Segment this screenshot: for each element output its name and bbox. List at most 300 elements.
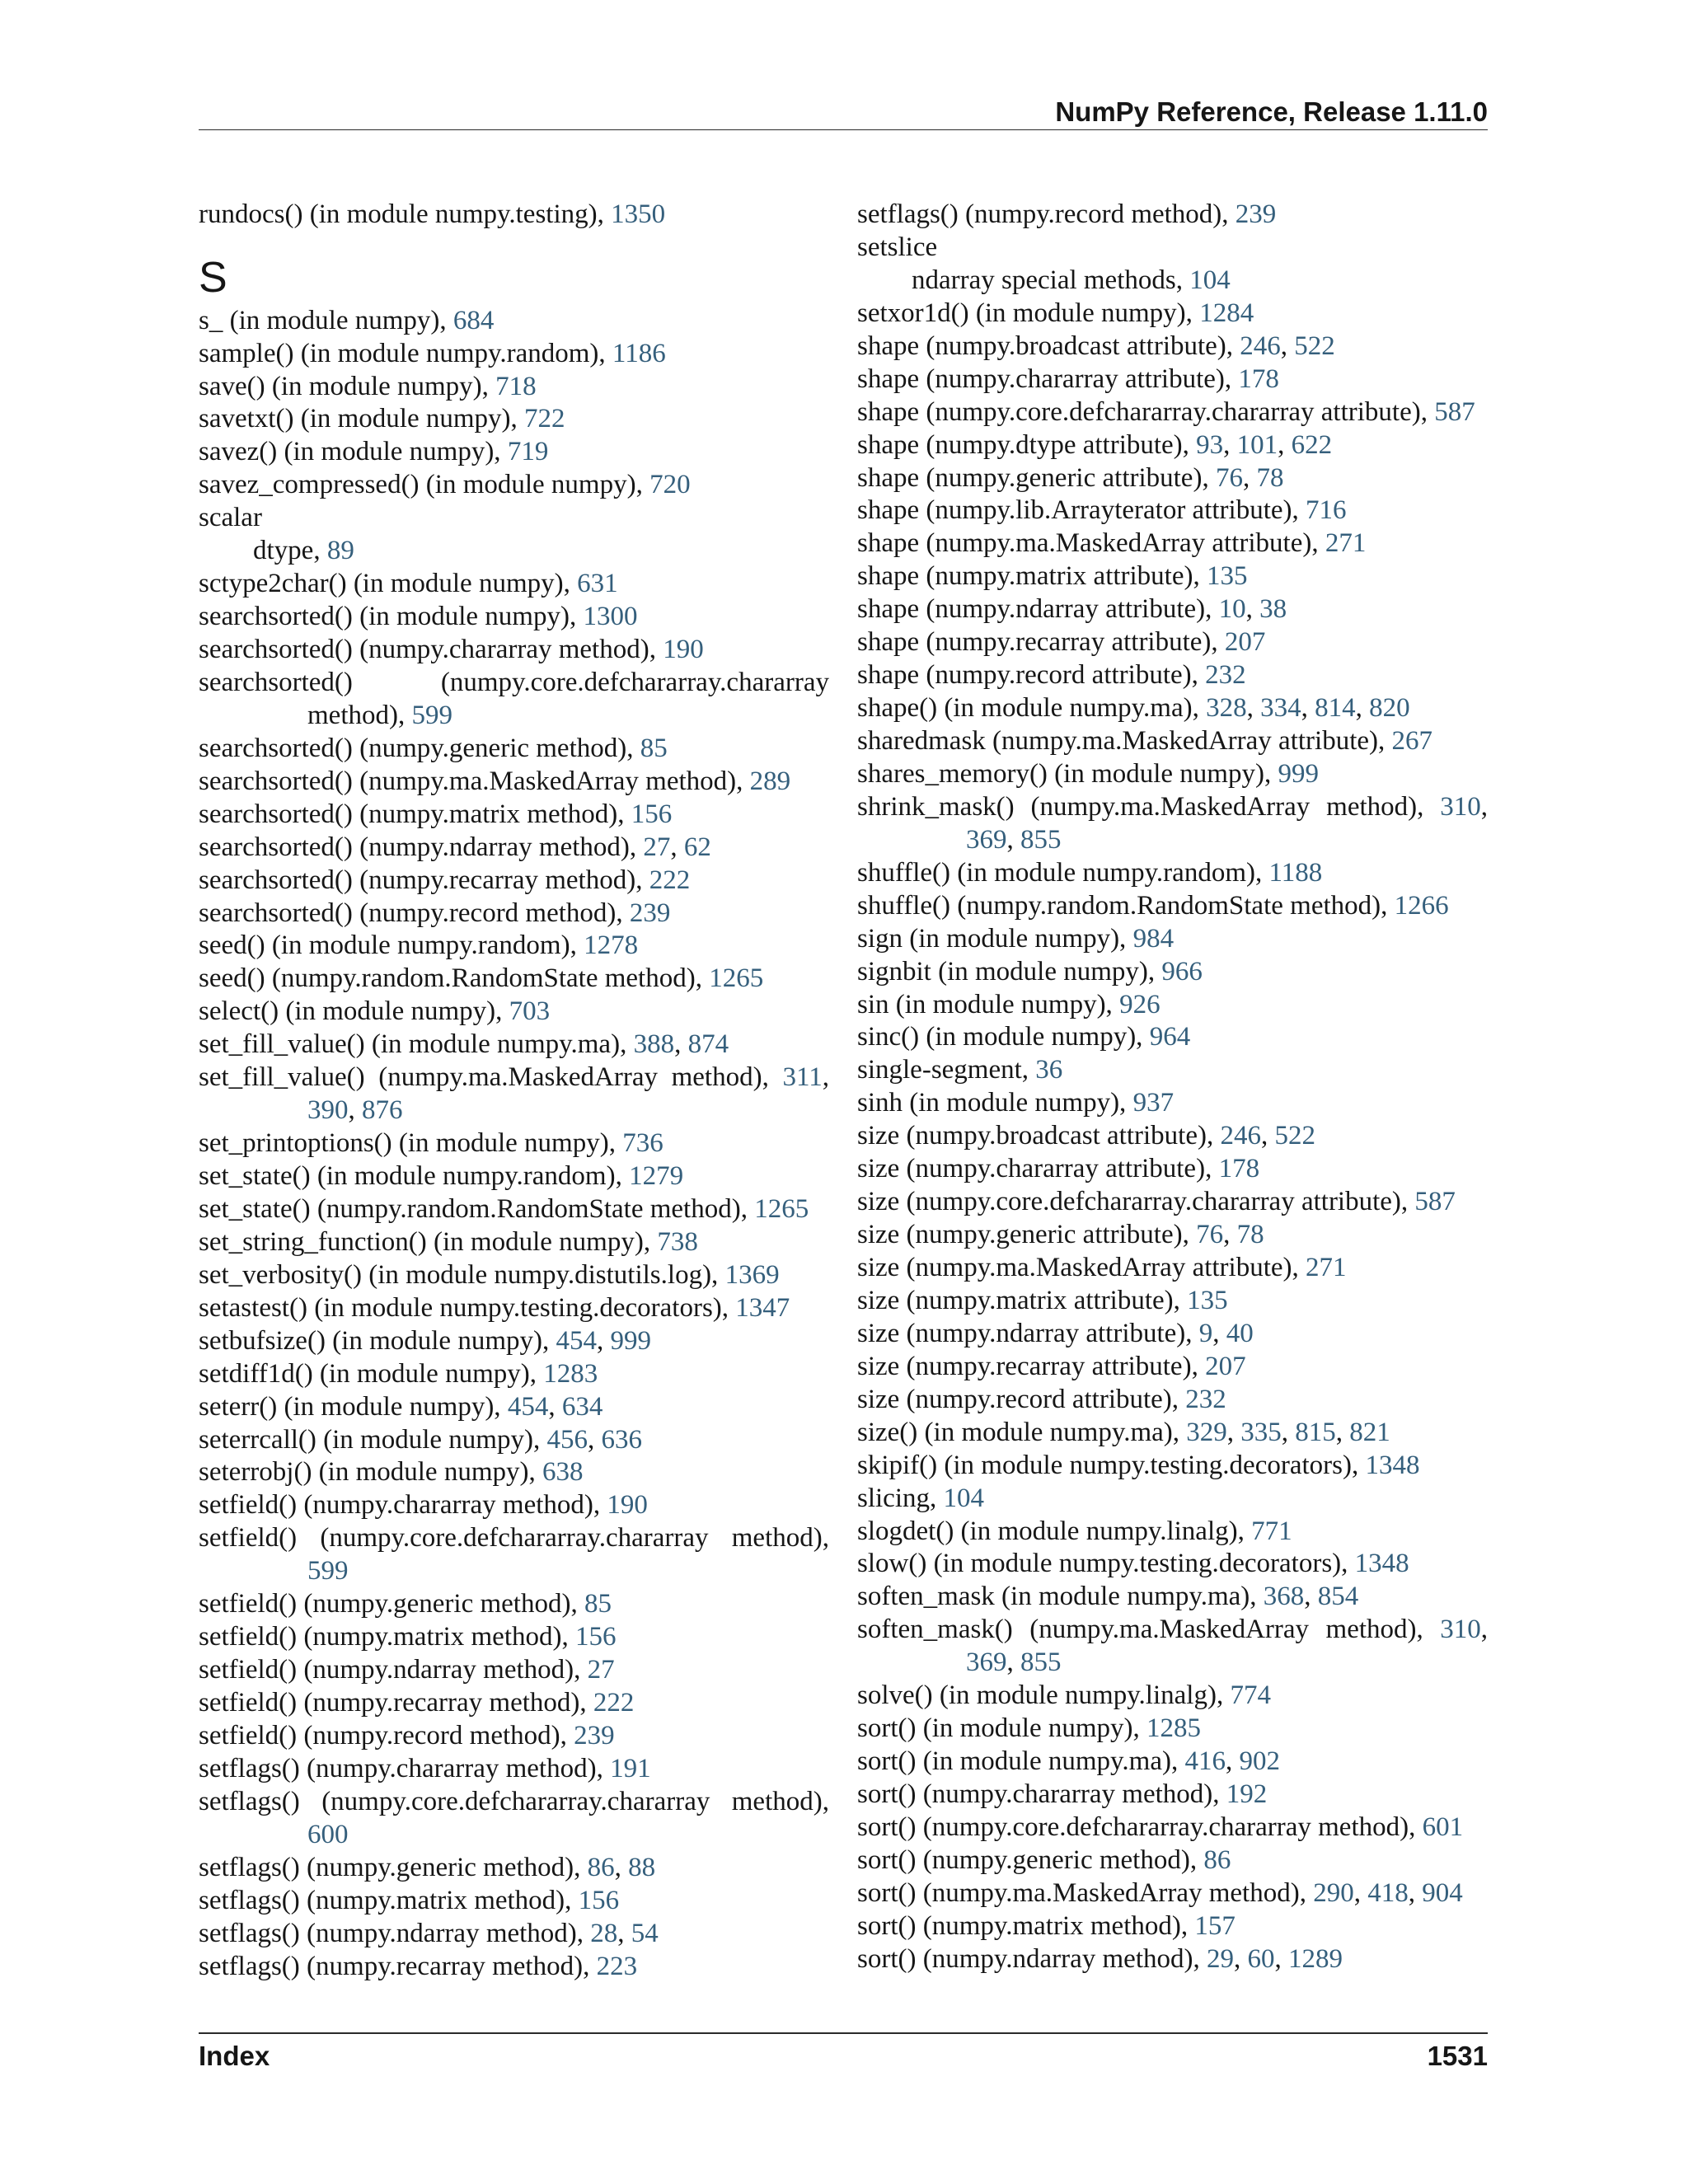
page-link[interactable]: 54 (631, 1918, 659, 1948)
index-term-text: sort() (numpy.generic method), (857, 1844, 1204, 1875)
page-link[interactable]: 1278 (584, 930, 639, 961)
page-link[interactable]: 1284 (1199, 298, 1254, 328)
index-entry (857, 363, 1488, 396)
index-entry-line (199, 667, 829, 700)
page-link[interactable]: 601 (1422, 1811, 1464, 1842)
index-entry (857, 857, 1488, 890)
page-link[interactable]: 156 (631, 799, 673, 829)
page-link[interactable]: 36 (1035, 1055, 1063, 1085)
page-link[interactable]: 1283 (543, 1358, 598, 1389)
index-term-text: searchsorted() (numpy.matrix method), (199, 799, 631, 829)
index-entry (199, 1720, 829, 1753)
page-link[interactable]: 76 (1215, 462, 1243, 493)
index-entry-line (857, 956, 1488, 989)
page-link[interactable]: 271 (1306, 1253, 1347, 1282)
index-term-text: searchsorted() (numpy.ndarray method), (199, 832, 644, 862)
page-link[interactable]: 310 (1440, 791, 1481, 822)
page-link[interactable]: 191 (610, 1753, 651, 1783)
index-entry-line (857, 1746, 1488, 1779)
index-entry-line (857, 298, 1488, 330)
index-term-text: searchsorted() (numpy.core.defchararray.chararray (199, 667, 829, 697)
index-term-text: setxor1d() (in module numpy), (857, 298, 1200, 328)
page-link[interactable]: 720 (649, 470, 691, 500)
index-entry-line (857, 1614, 1488, 1647)
page-link[interactable]: 190 (663, 635, 704, 664)
index-entry (857, 758, 1488, 791)
index-term-text: , (1480, 791, 1488, 822)
index-entry (199, 1588, 829, 1621)
page-link[interactable]: 246 (1220, 1121, 1261, 1151)
index-entry (857, 1548, 1488, 1581)
index-entry (857, 692, 1488, 725)
page-link[interactable]: 104 (1189, 265, 1231, 295)
index-entry-line (857, 330, 1488, 363)
page-link[interactable]: 1300 (583, 602, 638, 632)
index-term-text: setflags() (numpy.record method), (857, 199, 1236, 229)
page-link[interactable]: 718 (495, 371, 537, 401)
index-entry-line (857, 692, 1488, 725)
index-entry (857, 626, 1488, 659)
page-link[interactable]: 60 (1247, 1943, 1275, 1974)
index-entry (199, 1160, 829, 1193)
index-entry-line (199, 1720, 829, 1753)
index-term-text: setfield() (numpy.recarray method), (199, 1688, 593, 1718)
page-link[interactable]: 736 (622, 1128, 663, 1159)
page-link[interactable]: 815 (1295, 1417, 1336, 1447)
page-link[interactable]: 239 (1235, 199, 1277, 229)
index-entry (199, 1753, 829, 1786)
page-link[interactable]: 1289 (1288, 1943, 1343, 1974)
index-term-text: setfield() (numpy.ndarray method), (199, 1655, 588, 1685)
page-link[interactable]: 310 (1440, 1615, 1481, 1645)
page-link[interactable]: 239 (629, 898, 671, 928)
page-link[interactable]: 1265 (709, 963, 764, 994)
page-link[interactable]: 311 (782, 1062, 823, 1093)
page-link[interactable]: 27 (587, 1655, 615, 1685)
index-term-text: , (1301, 693, 1315, 724)
page-link[interactable]: 1265 (754, 1193, 809, 1224)
page-link[interactable]: 135 (1207, 561, 1248, 592)
index-term-text: slow() (in module numpy.testing.decorators), (857, 1549, 1355, 1579)
index-term-text: setflags() (numpy.chararray method), (199, 1753, 611, 1783)
index-entry-line (857, 232, 1488, 265)
page-link[interactable]: 902 (1239, 1746, 1280, 1777)
index-entry (199, 667, 829, 733)
index-entry (199, 1062, 829, 1127)
page-link[interactable]: 62 (683, 832, 711, 862)
index-entry-line (199, 996, 829, 1029)
page-link[interactable]: 703 (509, 996, 551, 1027)
index-entry-line (857, 758, 1488, 791)
index-term-text: skipif() (in module numpy.testing.decorators), (857, 1450, 1366, 1480)
page-link[interactable]: 587 (1414, 1187, 1456, 1217)
page-link[interactable]: 854 (1317, 1582, 1359, 1612)
index-entry-line (857, 923, 1488, 956)
page-link[interactable]: 522 (1294, 330, 1335, 361)
index-term-text: sort() (numpy.ndarray method), (857, 1943, 1207, 1974)
index-entry (199, 832, 829, 865)
index-term-text: savez_compressed() (in module numpy), (199, 470, 650, 500)
page-link[interactable]: 368 (1263, 1582, 1305, 1612)
index-term-text: sort() (in module numpy), (857, 1713, 1147, 1744)
index-term-text: , (587, 1424, 602, 1455)
index-entry (199, 1885, 829, 1918)
page-link[interactable]: 855 (1020, 824, 1062, 855)
page-link[interactable]: 10 (1218, 594, 1246, 625)
page-link[interactable]: 774 (1230, 1680, 1271, 1711)
page-link[interactable]: 904 (1422, 1877, 1463, 1908)
index-entry (199, 1226, 829, 1259)
page-link[interactable]: 719 (507, 437, 549, 467)
page-link[interactable]: 156 (575, 1622, 617, 1652)
page-link[interactable]: 716 (1306, 495, 1347, 526)
index-entry (857, 330, 1488, 363)
page-link[interactable]: 926 (1119, 989, 1160, 1019)
index-term-text: shape (numpy.chararray attribute), (857, 363, 1239, 394)
index-entry (857, 1252, 1488, 1285)
page-link[interactable]: 85 (640, 733, 668, 763)
header-rule (199, 129, 1488, 131)
page-link[interactable]: 28 (590, 1918, 618, 1948)
index-entry-line (199, 1489, 829, 1522)
page-link[interactable]: 239 (574, 1720, 615, 1750)
page-link[interactable]: 636 (601, 1424, 642, 1455)
page-link[interactable]: 232 (1185, 1384, 1226, 1414)
index-entry (857, 494, 1488, 527)
page-link[interactable]: 418 (1367, 1877, 1409, 1908)
index-term-text: , (1260, 1121, 1275, 1151)
index-term-text: setslice (857, 232, 938, 262)
index-entry (857, 989, 1488, 1022)
page-link[interactable]: 178 (1218, 1154, 1260, 1184)
index-term-text: seed() (in module numpy.random), (199, 930, 584, 961)
index-term-text: , (674, 1029, 688, 1060)
footer-section-label: Index (199, 2041, 270, 2071)
page-link[interactable]: 29 (1207, 1943, 1234, 1974)
page-link[interactable]: 135 (1187, 1285, 1228, 1315)
index-entry-line (199, 1292, 829, 1325)
index-term-text: , (1304, 1582, 1318, 1612)
page-link[interactable]: 1348 (1365, 1450, 1420, 1480)
index-term-text: single-segment, (857, 1055, 1036, 1085)
index-term-text: set_verbosity() (in module numpy.distutils.log), (199, 1259, 725, 1290)
index-entry-continuation-line (199, 1819, 829, 1852)
index-entry (199, 1358, 829, 1391)
index-entry-line (199, 1951, 829, 1984)
index-entry (857, 725, 1488, 758)
index-entry (857, 1910, 1488, 1943)
index-entry-line (857, 1186, 1488, 1219)
index-entry-line (199, 963, 829, 996)
page-link[interactable]: 937 (1132, 1088, 1175, 1118)
page-link[interactable]: 1279 (629, 1161, 684, 1191)
page-link[interactable]: 178 (1238, 363, 1279, 394)
index-entry-line (199, 1588, 829, 1621)
index-term-text: setbufsize() (in module numpy), (199, 1325, 556, 1356)
page-link[interactable]: 104 (943, 1483, 984, 1513)
index-entry (857, 1351, 1488, 1384)
index-term-text: setflags() (numpy.recarray method), (199, 1951, 597, 1981)
index-term-text: , (1006, 824, 1020, 855)
page-link[interactable]: 86 (1203, 1844, 1231, 1875)
page-link[interactable]: 86 (587, 1852, 615, 1882)
index-entry (199, 963, 829, 996)
page-link[interactable]: 9 (1198, 1318, 1213, 1348)
page-link[interactable]: 1188 (1268, 857, 1323, 888)
page-link[interactable]: 684 (452, 305, 495, 335)
footer-page-number: 1531 (1427, 2041, 1488, 2071)
page-link[interactable]: 329 (1186, 1417, 1227, 1447)
page-link[interactable]: 40 (1226, 1318, 1254, 1348)
index-entry-line (199, 1852, 829, 1885)
index-term-text: signbit (in module numpy), (857, 956, 1162, 987)
page-link[interactable]: 587 (1434, 396, 1475, 427)
page-link[interactable]: 622 (1291, 429, 1333, 460)
page-link[interactable]: 232 (1205, 660, 1246, 691)
page-link[interactable]: 156 (578, 1885, 620, 1915)
index-term-text: size (numpy.record attribute), (857, 1384, 1186, 1414)
page-link[interactable]: 600 (307, 1819, 349, 1849)
index-entry-line (199, 1226, 829, 1259)
index-term-text: shape (numpy.generic attribute), (857, 462, 1216, 493)
running-header-title: NumPy Reference, Release 1.11.0 (1055, 96, 1488, 127)
index-entry-line (857, 199, 1488, 232)
index-term-text: , (1480, 1615, 1488, 1645)
page-link[interactable]: 223 (596, 1951, 638, 1981)
index-term-text: rundocs() (in module numpy.testing), (199, 199, 612, 229)
index-term-text: sin (in module numpy), (857, 989, 1120, 1019)
page-link[interactable]: 1186 (612, 338, 666, 368)
page-link[interactable]: 76 (1196, 1220, 1224, 1250)
index-term-text: shuffle() (numpy.random.RandomState method), (857, 890, 1395, 921)
index-term-text: solve() (in module numpy.linalg), (857, 1680, 1231, 1711)
index-entry (199, 1259, 829, 1292)
page-link[interactable]: 1347 (735, 1292, 790, 1323)
index-term-text: size() (in module numpy.ma), (857, 1417, 1187, 1447)
page-link[interactable]: 738 (657, 1226, 698, 1257)
index-entry (857, 1153, 1488, 1186)
index-entry (857, 1417, 1488, 1450)
index-entry (199, 436, 829, 469)
page-link[interactable]: 876 (362, 1095, 403, 1126)
page-link[interactable]: 207 (1205, 1351, 1246, 1381)
index-entry-line (857, 1318, 1488, 1351)
index-term-text: shape (numpy.ma.MaskedArray attribute), (857, 528, 1325, 559)
page-link[interactable]: 328 (1206, 693, 1247, 724)
page-link[interactable]: 246 (1240, 330, 1281, 361)
page-link[interactable]: 638 (542, 1457, 584, 1488)
page-link[interactable]: 88 (628, 1852, 656, 1882)
page-link[interactable]: 522 (1274, 1121, 1315, 1151)
index-entry (857, 1877, 1488, 1910)
index-term-text: savetxt() (in module numpy), (199, 404, 525, 434)
page-link[interactable]: 78 (1256, 462, 1284, 493)
page-link[interactable]: 157 (1194, 1910, 1236, 1941)
page-link[interactable]: 416 (1184, 1746, 1226, 1777)
page-link[interactable]: 222 (593, 1688, 635, 1718)
index-entry-line (199, 1160, 829, 1193)
page-link[interactable]: 78 (1236, 1220, 1264, 1250)
index-term-text: searchsorted() (in module numpy), (199, 602, 584, 632)
page-link[interactable]: 93 (1196, 429, 1224, 460)
page-link[interactable]: 631 (577, 569, 618, 599)
index-term-text: , (596, 1325, 611, 1356)
page-link[interactable]: 984 (1132, 923, 1175, 954)
index-term-text: sort() (numpy.core.defchararray.chararray method), (857, 1811, 1423, 1842)
index-entry-line (199, 535, 829, 568)
index-entry (199, 1918, 829, 1951)
page-link[interactable]: 334 (1260, 693, 1301, 724)
index-entry-line (857, 1581, 1488, 1614)
index-entry-line (857, 626, 1488, 659)
page-link[interactable]: 1369 (724, 1259, 780, 1290)
index-letter-heading: S (199, 253, 227, 302)
index-entry (199, 1852, 829, 1885)
index-entry (857, 1219, 1488, 1252)
index-entry (199, 1951, 829, 1984)
page-link[interactable]: 192 (1226, 1779, 1268, 1809)
page-link[interactable]: 456 (546, 1424, 588, 1455)
index-term-text: , (822, 1062, 829, 1093)
index-entry-line (857, 857, 1488, 890)
page-link[interactable]: 289 (749, 766, 791, 796)
index-entry-line (199, 799, 829, 832)
index-entry-line (199, 1786, 829, 1819)
page-link[interactable]: 874 (687, 1029, 729, 1060)
index-term-text: s_ (in module numpy), (199, 305, 453, 335)
index-entry-line (199, 1621, 829, 1654)
index-entry (199, 898, 829, 930)
index-entry (857, 659, 1488, 692)
index-entry (857, 1614, 1488, 1680)
page-link[interactable]: 634 (561, 1391, 603, 1422)
index-term-text: slicing, (857, 1483, 944, 1513)
index-entry-line (857, 527, 1488, 560)
page-link[interactable]: 771 (1251, 1516, 1292, 1546)
index-term-text: setfield() (numpy.generic method), (199, 1589, 584, 1619)
index-term-text: shape (numpy.matrix attribute), (857, 561, 1207, 592)
index-entry (199, 199, 829, 232)
index-term-text: , (1242, 462, 1257, 493)
index-entry-line (857, 1943, 1488, 1976)
index-entry-line (857, 1153, 1488, 1186)
index-term-text: shape (numpy.recarray attribute), (857, 627, 1225, 658)
page-link[interactable]: 999 (610, 1325, 651, 1356)
page-link[interactable]: 599 (307, 1556, 349, 1586)
index-term-text: , (548, 1391, 562, 1422)
page-link[interactable]: 1266 (1394, 890, 1449, 921)
page-link[interactable]: 101 (1236, 429, 1278, 460)
index-term-text: searchsorted() (numpy.generic method), (199, 733, 640, 763)
index-entry-continuation-line (857, 824, 1488, 857)
page-link[interactable]: 222 (649, 865, 691, 895)
index-entry (857, 396, 1488, 429)
page-link[interactable]: 335 (1240, 1417, 1282, 1447)
page-link[interactable]: 964 (1149, 1022, 1191, 1052)
index-entry-line (199, 199, 829, 232)
index-entry (199, 502, 829, 535)
index-term-text: method), (307, 700, 412, 730)
page-link[interactable]: 85 (584, 1589, 612, 1619)
index-subentry (857, 265, 1488, 298)
index-entry (199, 1786, 829, 1852)
page-link[interactable]: 38 (1259, 594, 1287, 625)
page-link[interactable]: 207 (1224, 627, 1266, 658)
index-entry-line (199, 1062, 829, 1094)
page-link[interactable]: 290 (1313, 1877, 1354, 1908)
page-link[interactable]: 1348 (1354, 1549, 1409, 1579)
index-entry-line (199, 371, 829, 404)
page-link[interactable]: 999 (1278, 758, 1319, 789)
page-link[interactable]: 820 (1369, 693, 1410, 724)
page-link[interactable]: 190 (607, 1490, 648, 1521)
page-link[interactable]: 722 (524, 404, 565, 434)
index-term-text: scalar (199, 503, 262, 533)
page-link[interactable]: 966 (1161, 956, 1203, 987)
index-entry (199, 1193, 829, 1226)
index-entry-line (857, 494, 1488, 527)
index-entry (199, 1456, 829, 1489)
page-link[interactable]: 1350 (611, 199, 666, 229)
index-entry-line (199, 1358, 829, 1391)
index-entry (199, 865, 829, 898)
index-entry-line (857, 1844, 1488, 1877)
page-link[interactable]: 27 (643, 832, 671, 862)
page-link[interactable]: 855 (1020, 1647, 1062, 1678)
index-term-text: set_fill_value() (in module numpy.ma), (199, 1029, 634, 1060)
index-entry-line (199, 865, 829, 898)
page-link[interactable]: 814 (1315, 693, 1356, 724)
index-term-text: size (numpy.ndarray attribute), (857, 1318, 1199, 1348)
page-link[interactable]: 267 (1391, 726, 1432, 756)
page-link[interactable]: 821 (1349, 1417, 1390, 1447)
index-entry (199, 1029, 829, 1062)
index-entry-line (199, 1456, 829, 1489)
index-term-text: setdiff1d() (in module numpy), (199, 1358, 544, 1389)
page-link[interactable]: 390 (307, 1095, 349, 1126)
index-term-text: , (1278, 429, 1292, 460)
index-entry (199, 1127, 829, 1160)
page-link[interactable]: 369 (966, 1647, 1007, 1678)
page-link[interactable]: 454 (556, 1325, 597, 1356)
index-entry (857, 1581, 1488, 1614)
index-entry (199, 1391, 829, 1424)
page-link[interactable]: 271 (1325, 528, 1367, 559)
page-link[interactable]: 1285 (1146, 1713, 1202, 1744)
index-term-text: sort() (numpy.matrix method), (857, 1910, 1195, 1941)
index-term-text: save() (in module numpy), (199, 371, 496, 401)
index-term-text: set_state() (in module numpy.random), (199, 1161, 630, 1191)
page-link[interactable]: 89 (326, 536, 354, 566)
index-column-left (199, 199, 829, 1983)
page-link[interactable]: 599 (411, 700, 452, 730)
index-entry (199, 371, 829, 404)
index-entry (857, 1384, 1488, 1417)
index-term-text: , (1280, 330, 1295, 361)
index-entry (857, 1779, 1488, 1811)
page-link[interactable]: 369 (966, 824, 1007, 855)
index-entry-continuation-line (199, 1094, 829, 1127)
index-entry-line (199, 1325, 829, 1358)
index-term-text: sinh (in module numpy), (857, 1088, 1133, 1118)
index-entry (857, 1450, 1488, 1483)
index-term-text: shape (numpy.core.defchararray.chararray attribute), (857, 396, 1435, 427)
index-entry (199, 1292, 829, 1325)
index-term-text: shape (numpy.broadcast attribute), (857, 330, 1240, 361)
page-link[interactable]: 454 (507, 1391, 549, 1422)
page-link[interactable]: 388 (633, 1029, 675, 1060)
index-entry-line (199, 634, 829, 667)
